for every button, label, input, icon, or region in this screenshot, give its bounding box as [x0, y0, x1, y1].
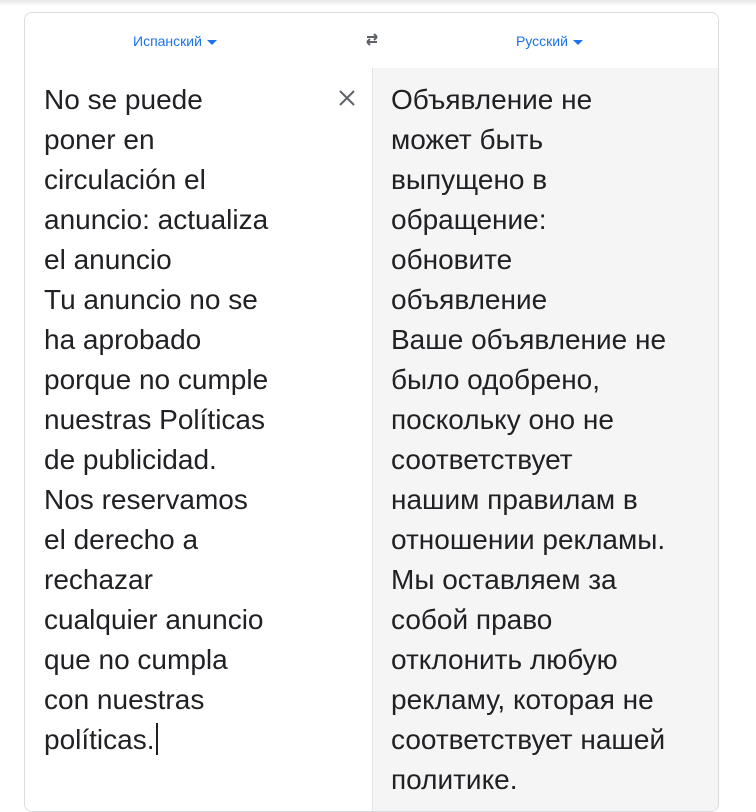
source-text-input[interactable]	[44, 80, 309, 760]
chevron-down-icon	[573, 40, 583, 45]
source-text-content: No se puede poner en circulación el anuncio: actualiza el anuncio Tu anuncio no se ha aprobado porque no cumple nuestras Políticas de publicidad. Nos reservamos el derecho a rechazar cualquier anuncio que no cumpla con nuestras políticas.	[44, 84, 269, 755]
source-language-label: Испанский	[133, 33, 202, 49]
target-language-selector[interactable]	[516, 31, 583, 51]
text-cursor	[156, 723, 158, 755]
translation-pane	[372, 68, 719, 812]
clear-source-button[interactable]	[335, 86, 359, 110]
language-bar	[25, 13, 718, 69]
source-language-selector[interactable]	[133, 31, 217, 51]
top-shadow	[0, 0, 756, 6]
source-pane	[25, 68, 372, 812]
chevron-down-icon	[207, 40, 217, 45]
close-icon	[335, 86, 359, 110]
swap-arrows-icon	[359, 28, 385, 52]
target-language-label: Русский	[516, 33, 568, 49]
translated-text: Объявление не может быть выпущено в обращение: обновите объявление Ваше объявление не было одобрено, поскольку оно не соответствует нашим правилам в отношении рекламы. Мы оставляем за собой право отклонить любую рекламу, которая не соответствует нашей политике.	[391, 84, 667, 795]
swap-languages-button[interactable]	[359, 28, 385, 52]
translator-card	[24, 12, 719, 812]
